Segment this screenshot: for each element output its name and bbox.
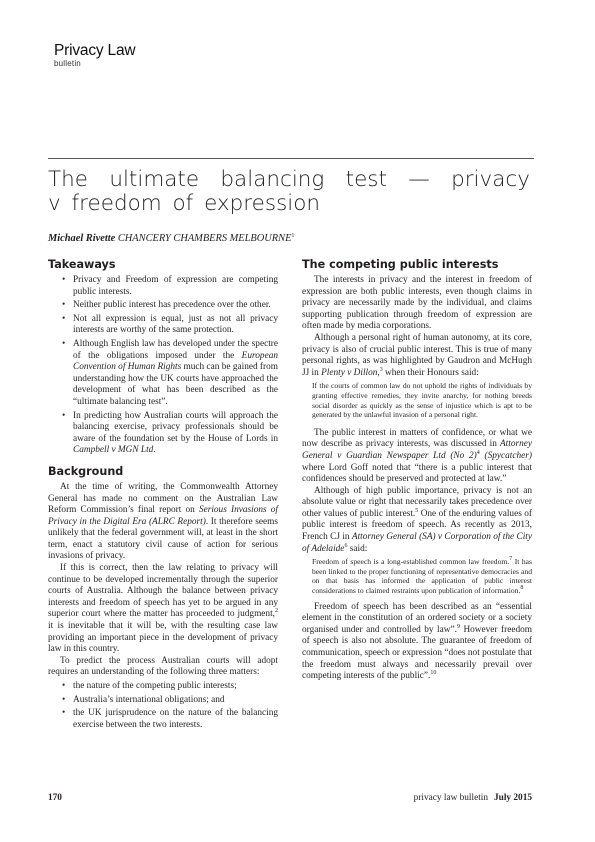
article-title — [48, 168, 530, 216]
title-word: test — [345, 167, 387, 192]
title-line-1 — [48, 168, 530, 192]
title-line-2: v freedom of expression — [48, 191, 321, 216]
footnote-ref: 6 — [344, 542, 348, 549]
right-column — [302, 258, 532, 683]
issue-date: July 2015 — [494, 793, 532, 803]
paragraph: If this is correct, then the law relating to privacy will continue to be developed incrementally through the superior courts of Australia. Although the balance between privacy interests and freedom of speech has yet to be argued in any superior court where the matter has proceeded to judgment,$^2$ it is inevitable that it will be, with the resulting case law providing an important piece in the development of privacy law in this country. — [48, 563, 278, 655]
title-rule — [48, 158, 534, 159]
left-column — [48, 258, 278, 733]
logo-subtitle: bulletin — [54, 59, 81, 68]
footnote-ref: 10 — [430, 670, 437, 677]
paragraph: Although of high public importance, privacy is not an absolute value or right that necessarily takes precedence over other values of public interest.$^5$ One of the enduring values of public interest is freedom of speech. As recently as 2013, French CJ in Attorney General (SA) v Corporation of the City of Adelaide$^6$ said: — [302, 485, 533, 554]
paragraph: The public interest in matters of confidence, or what we now describe as privacy interests, was discussed in Attorney General v Guardian Newspaper Ltd (No 2)$^4$ (Spycatcher) where Lord Goff noted that “there is a public interest that confidences should be preserved and protected at law.” — [302, 427, 532, 485]
author-affiliation: CHANCERY CHAMBERS MELBOURNE — [117, 233, 292, 244]
footnote-ref: 4 — [476, 449, 480, 456]
list-item: • the nature of the competing public interests; — [73, 681, 278, 693]
paragraph: At the time of writing, the Commonwealth Attorney General has made no comment on the Australian Law Reform Commission’s final report on Serious Invasions of Privacy in the Digital Era (ALRC Report). It therefore seems unlikely that the federal government will, at least in the short term, enact a statutory civil cause of action for serious invasions of privacy. — [48, 481, 279, 562]
paragraph: Freedom of speech has been described as an “essential element in the constitution of an ordered society or a society organised under and controlled by law”.$^9$ However freedom of speech is also not absolute. The guarantee of freedom of communication, speech or expression “does not postulate that the freedom must always and necessarily prevail over competing interests of the public”.$^{10}$ — [302, 601, 532, 682]
takeaways-heading: Takeaways — [48, 258, 116, 271]
footnote-ref: 9 — [456, 623, 460, 630]
byline — [48, 233, 294, 244]
paragraph: To predict the process Australian courts will adopt requires an understanding of the following three matters: — [48, 655, 278, 678]
block-quote: Freedom of speech is a long-established common law freedom.$^7$ It has been linked to the proper functioning of representative democracies and on that basis has informed the application of public interest considerations to claimed restraints upon publication of information.$^8$ — [312, 556, 532, 596]
matters-list — [48, 681, 278, 731]
running-footer — [414, 793, 532, 803]
publication-name: privacy law bulletin — [413, 793, 489, 803]
title-word: privacy — [451, 167, 530, 192]
footnote-ref: 2 — [275, 608, 278, 615]
footnote-ref: 3 — [379, 366, 383, 373]
list-item: • Neither public interest has precedence over the other. — [73, 300, 278, 312]
footnote-ref: 8 — [520, 585, 524, 592]
title-word: ultimate — [109, 167, 200, 192]
page-number: 170 — [48, 793, 62, 803]
block-quote: If the courts of common law do not uphold the rights of individuals by granting effective remedies, they invite anarchy, for nothing breeds social disorder as quickly as the sense of injustice which is apt to be generated by the unlawful invasion of a personal right. — [312, 381, 532, 420]
author-name: Michael Rivette — [48, 233, 116, 244]
paragraph: Although a personal right of human autonomy, at its core, privacy is also of crucial public interest. This is true of many personal rights, as was highlighted by Gaudron and McHugh JJ in Plenty v Dillon,$^3$ when their Honours said: — [302, 332, 532, 378]
paragraph: The interests in privacy and the interest in freedom of expression are both public interests, even though claims in privacy are necessarily made by the individual, and claims supporting publication through freedom of expression are often made by media corporations. — [302, 275, 532, 332]
competing-interests-heading: The competing public interests — [302, 258, 499, 271]
list-item: • the UK jurisprudence on the nature of the balancing exercise between the two interests. — [73, 708, 278, 731]
list-item: • Not all expression is equal, just as not all privacy interests are worthy of the same protection. — [73, 314, 278, 337]
background-heading: Background — [48, 464, 124, 478]
title-word: The — [48, 167, 88, 192]
footnote-ref: 1 — [291, 233, 295, 239]
list-item: • Australia’s international obligations; and — [73, 695, 278, 707]
title-word: — — [408, 167, 430, 192]
takeaways-list — [48, 275, 278, 457]
footnote-ref: 7 — [509, 556, 513, 563]
title-word: balancing — [220, 167, 325, 192]
footnote-ref: 5 — [415, 507, 419, 514]
list-item: • In predicting how Australian courts will approach the balancing exercise, privacy professionals should be aware of the foundation set by the House of Lords in Campbell v MGN Ltd. — [73, 411, 278, 457]
list-item: • Although English law has developed under the spectre of the obligations imposed under the European Convention of Human Rights much can be gained from understanding how the UK courts have approached the development of what has been described as the “ultimate balancing test”. — [73, 339, 278, 409]
publication-logo — [54, 42, 135, 68]
list-item: • Privacy and Freedom of expression are competing public interests. — [73, 275, 278, 298]
logo-title: Privacy Law — [54, 42, 136, 59]
